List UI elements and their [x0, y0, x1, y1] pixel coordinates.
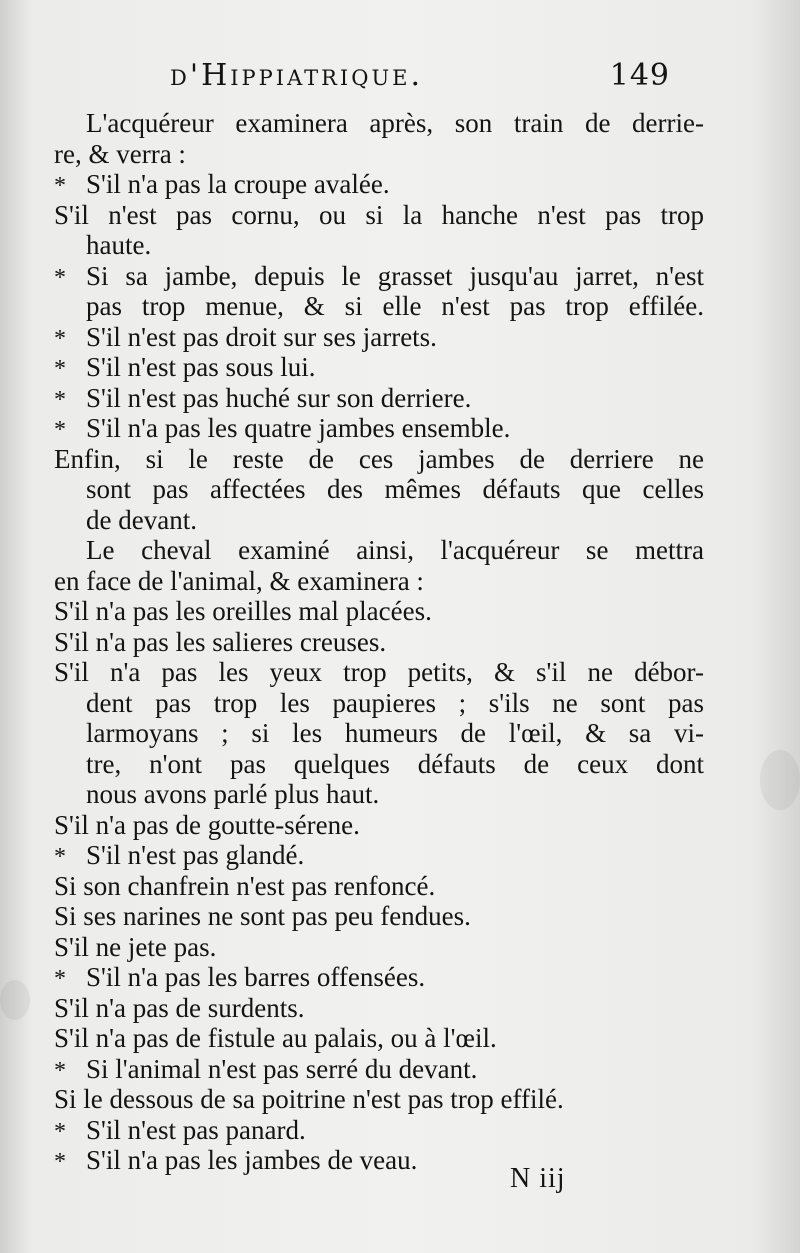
- line-text: S'il n'est pas droit sur ses jarrets.: [86, 321, 437, 352]
- text-line: [54, 505, 704, 536]
- line-text: S'il n'est pas panard.: [86, 1114, 306, 1145]
- line-text: Si le dessous de sa poitrine n'est pas trop effilé.: [54, 1084, 564, 1114]
- text-line: [54, 749, 704, 780]
- line-text: en face de l'animal, & examinera :: [54, 565, 424, 596]
- text-line: [54, 1023, 704, 1054]
- line-text: pas trop menue, & si elle n'est pas trop effilée.: [86, 291, 704, 321]
- line-text: Si l'animal n'est pas serré du devant.: [86, 1053, 478, 1084]
- text-line: [54, 383, 704, 414]
- asterisk-mark: *: [54, 844, 66, 870]
- line-text: S'il n'a pas les salieres creuses.: [54, 626, 387, 657]
- text-line: [54, 871, 704, 902]
- line-text: S'il n'a pas la croupe avalée.: [86, 169, 390, 199]
- line-text: Le cheval examiné ainsi, l'acquéreur se mettra: [86, 535, 704, 565]
- line-text: Si ses narines ne sont pas peu fendues.: [54, 901, 471, 931]
- line-text: Enfin, si le reste de ces jambes de derriere ne: [54, 443, 704, 474]
- line-text: S'il n'est pas glandé.: [86, 840, 305, 870]
- asterisk-mark: *: [54, 966, 66, 992]
- text-line: [54, 108, 704, 139]
- text-line: [54, 474, 704, 505]
- line-text: S'il n'a pas les yeux trop petits, & s'il ne débor-: [54, 657, 704, 687]
- text-line: [54, 810, 704, 841]
- text-line: [54, 840, 704, 871]
- paper-smudge: [0, 980, 30, 1020]
- text-line: [54, 291, 704, 322]
- running-head: d'Hippiatrique.: [170, 58, 424, 93]
- text-line: [54, 993, 704, 1024]
- line-text: S'il ne jete pas.: [54, 931, 217, 962]
- text-line: [54, 566, 704, 597]
- line-text: Si son chanfrein n'est pas renfoncé.: [54, 870, 436, 901]
- text-line: [54, 962, 704, 993]
- text-line: [54, 535, 704, 566]
- text-line: [54, 1145, 704, 1176]
- text-line: [54, 1084, 704, 1115]
- text-line: [54, 413, 704, 444]
- text-line: [54, 901, 704, 932]
- line-text: S'il n'a pas les quatre jambes ensemble.: [86, 413, 511, 443]
- text-line: [54, 322, 704, 353]
- body-text: [54, 108, 704, 1176]
- signature-mark: N iij: [510, 1163, 566, 1194]
- text-line: [54, 261, 704, 292]
- text-line: [54, 627, 704, 658]
- line-text: S'il n'est pas cornu, ou si la hanche n'est pas trop: [54, 199, 704, 230]
- page-number: 149: [609, 58, 670, 93]
- asterisk-mark: *: [54, 1057, 66, 1084]
- text-line: [54, 688, 704, 719]
- text-line: [54, 718, 704, 749]
- line-text: sont pas affectées des mêmes défauts que celles: [86, 474, 704, 504]
- text-line: [54, 932, 704, 963]
- line-text: S'il n'a pas de surdents.: [54, 992, 305, 1023]
- line-text: S'il n'a pas les barres offensées.: [86, 962, 426, 992]
- line-text: S'il n'a pas les oreilles mal placées.: [54, 596, 432, 626]
- text-line: [54, 1115, 704, 1146]
- asterisk-mark: *: [54, 1149, 66, 1175]
- line-text: dent pas trop les paupieres ; s'ils ne sont pas: [86, 687, 704, 718]
- line-text: S'il n'a pas de goutte-sérene.: [54, 809, 360, 840]
- text-line: [54, 779, 704, 810]
- line-text: larmoyans ; si les humeurs de l'œil, & sa vi-: [86, 718, 704, 748]
- paper-smudge: [760, 750, 800, 810]
- text-line: [54, 230, 704, 261]
- running-header: [170, 58, 670, 98]
- line-text: S'il n'a pas les jambes de veau.: [86, 1145, 418, 1175]
- asterisk-mark: *: [54, 325, 66, 352]
- line-text: nous avons parlé plus haut.: [86, 779, 380, 809]
- text-line: [54, 596, 704, 627]
- asterisk-mark: *: [54, 386, 66, 413]
- text-line: [54, 352, 704, 383]
- text-line: [54, 657, 704, 688]
- text-line: [54, 139, 704, 170]
- text-line: [54, 200, 704, 231]
- line-text: de devant.: [86, 504, 197, 535]
- text-line: [54, 1054, 704, 1085]
- line-text: Si sa jambe, depuis le grasset jusqu'au jarret, n'est: [86, 260, 704, 291]
- asterisk-mark: *: [54, 1118, 66, 1145]
- asterisk-mark: *: [54, 264, 66, 291]
- line-text: re, & verra :: [54, 138, 186, 169]
- line-text: L'acquéreur examinera après, son train de derrie-: [86, 108, 704, 138]
- line-text: S'il n'est pas sous lui.: [86, 352, 316, 382]
- line-text: tre, n'ont pas quelques défauts de ceux dont: [86, 748, 704, 779]
- text-line: [54, 169, 704, 200]
- line-text: S'il n'a pas de fistule au palais, ou à l'œil.: [54, 1023, 497, 1053]
- asterisk-mark: *: [54, 173, 66, 199]
- text-line: [54, 444, 704, 475]
- line-text: S'il n'est pas huché sur son derriere.: [86, 382, 472, 413]
- asterisk-mark: *: [54, 356, 66, 382]
- asterisk-mark: *: [54, 417, 66, 443]
- line-text: haute.: [86, 230, 152, 260]
